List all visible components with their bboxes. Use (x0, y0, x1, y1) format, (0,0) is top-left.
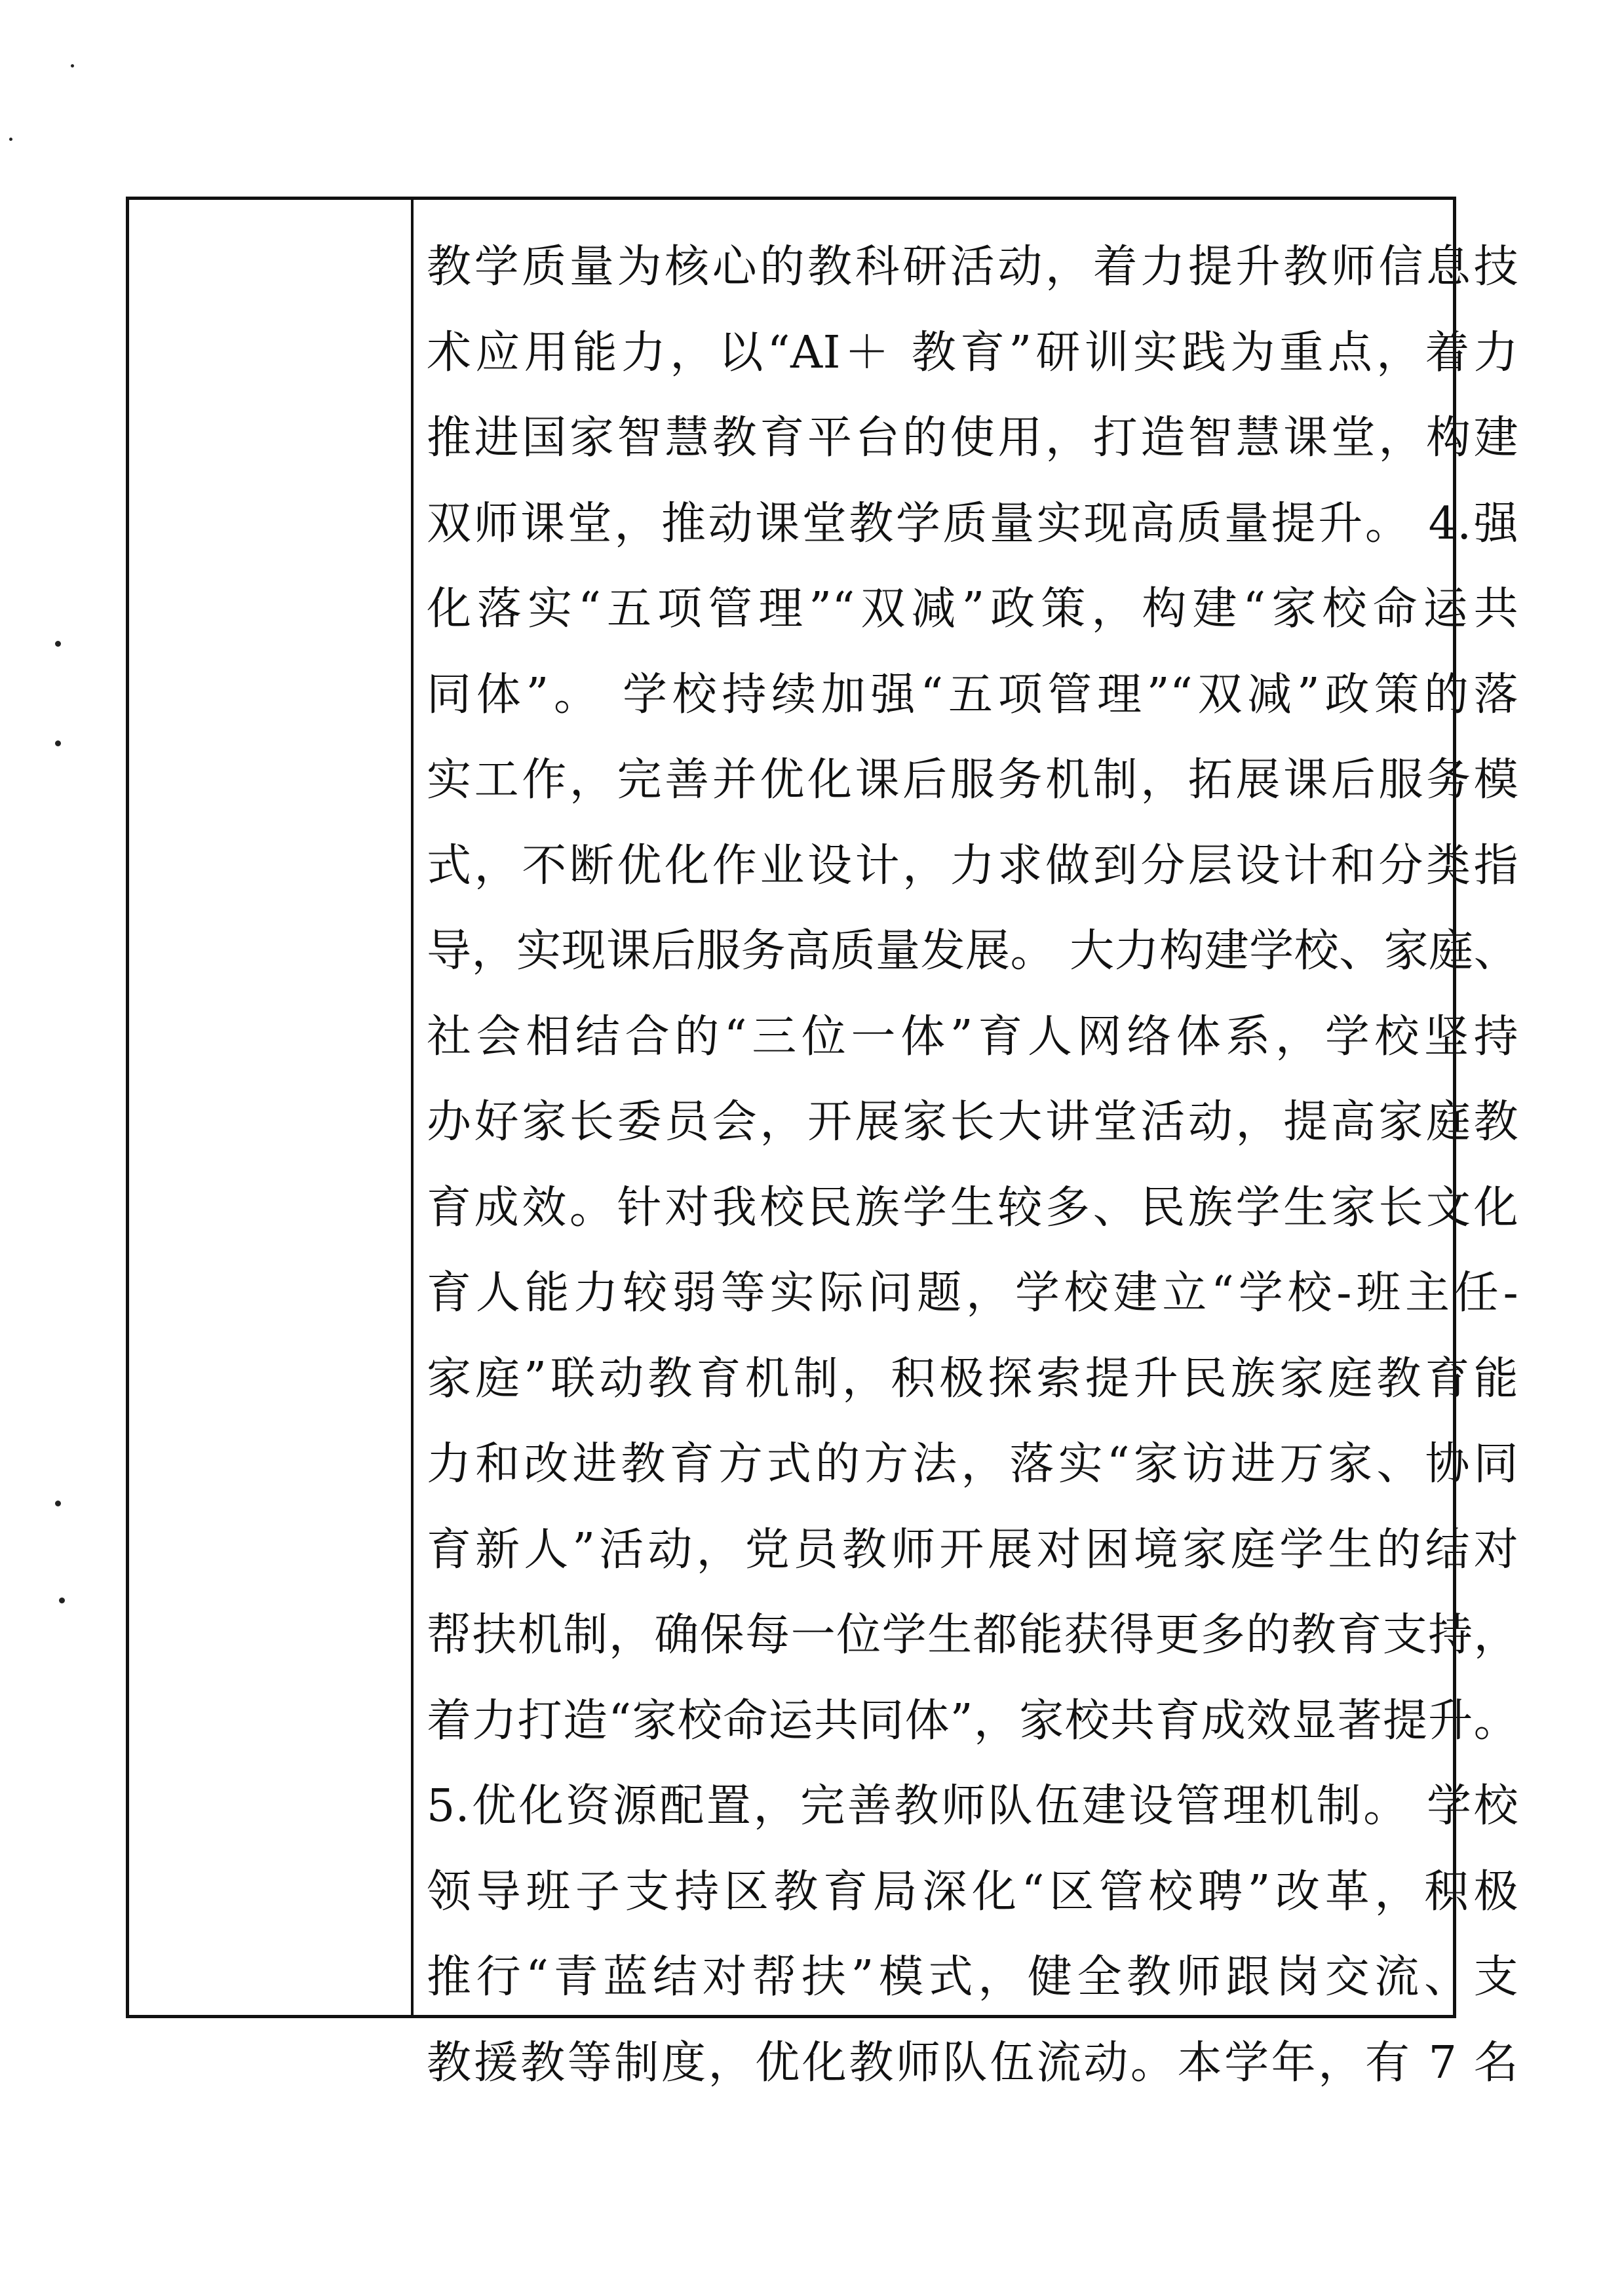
body-line: 办好家长委员会，开展家长大讲堂活动，提高家庭教 (427, 1096, 1519, 1148)
scan-speck (71, 64, 74, 67)
body-line: 社会相结合的“三位一体”育人网络体系，学校坚持 (427, 1010, 1519, 1063)
scan-speck (9, 138, 12, 141)
table-label-cell (129, 200, 414, 2015)
body-line: 化落实“五项管理”“双减”政策，构建“家校命运共 (427, 583, 1519, 635)
body-line: 推行“青蓝结对帮扶”模式，健全教师跟岗交流、支 (427, 1951, 1519, 2003)
body-line: 育人能力较弱等实际问题，学校建立“学校-班主任- (427, 1267, 1519, 1319)
body-line: 教援教等制度，优化教师队伍流动。本学年，有 7 名 (427, 2037, 1519, 2089)
body-line: 推进国家智慧教育平台的使用，打造智慧课堂，构建 (427, 412, 1519, 464)
body-line: 式，不断优化作业设计，力求做到分层设计和分类指 (427, 839, 1519, 892)
body-line: 双师课堂，推动课堂教学质量实现高质量提升。 4.强 (427, 497, 1519, 550)
scan-speck (55, 1501, 61, 1506)
body-line: 领导班子支持区教育局深化“区管校聘”改革，积极 (427, 1866, 1519, 1918)
body-line: 术应用能力，以“AI＋ 教育”研训实践为重点，着力 (427, 326, 1519, 379)
body-line: 教学质量为核心的教科研活动，着力提升教师信息技 (427, 241, 1519, 293)
table-content-cell (414, 200, 1532, 2089)
scan-speck (55, 641, 61, 647)
body-line: 着力打造“家校命运共同体”，家校共育成效显著提升。 (427, 1694, 1519, 1747)
body-line: 帮扶机制，确保每一位学生都能获得更多的教育支持， (427, 1609, 1519, 1661)
body-line: 力和改进教育方式的方法，落实“家访进万家、协同 (427, 1438, 1519, 1490)
body-line: 育新人”活动，党员教师开展对困境家庭学生的结对 (427, 1523, 1519, 1576)
body-line: 育成效。针对我校民族学生较多、民族学生家长文化 (427, 1181, 1519, 1234)
body-line: 实工作，完善并优化课后服务机制，拓展课后服务模 (427, 754, 1519, 806)
body-line: 同体”。 学校持续加强“五项管理”“双减”政策的落 (427, 668, 1519, 721)
body-line: 家庭”联动教育机制，积极探索提升民族家庭教育能 (427, 1352, 1519, 1405)
body-line: 导，实现课后服务高质量发展。 大力构建学校、家庭、 (427, 925, 1519, 977)
scan-speck (59, 1598, 65, 1603)
scan-speck (55, 740, 61, 746)
body-line: 5.优化资源配置，完善教师队伍建设管理机制。 学校 (427, 1780, 1519, 1832)
report-table (126, 197, 1519, 2089)
